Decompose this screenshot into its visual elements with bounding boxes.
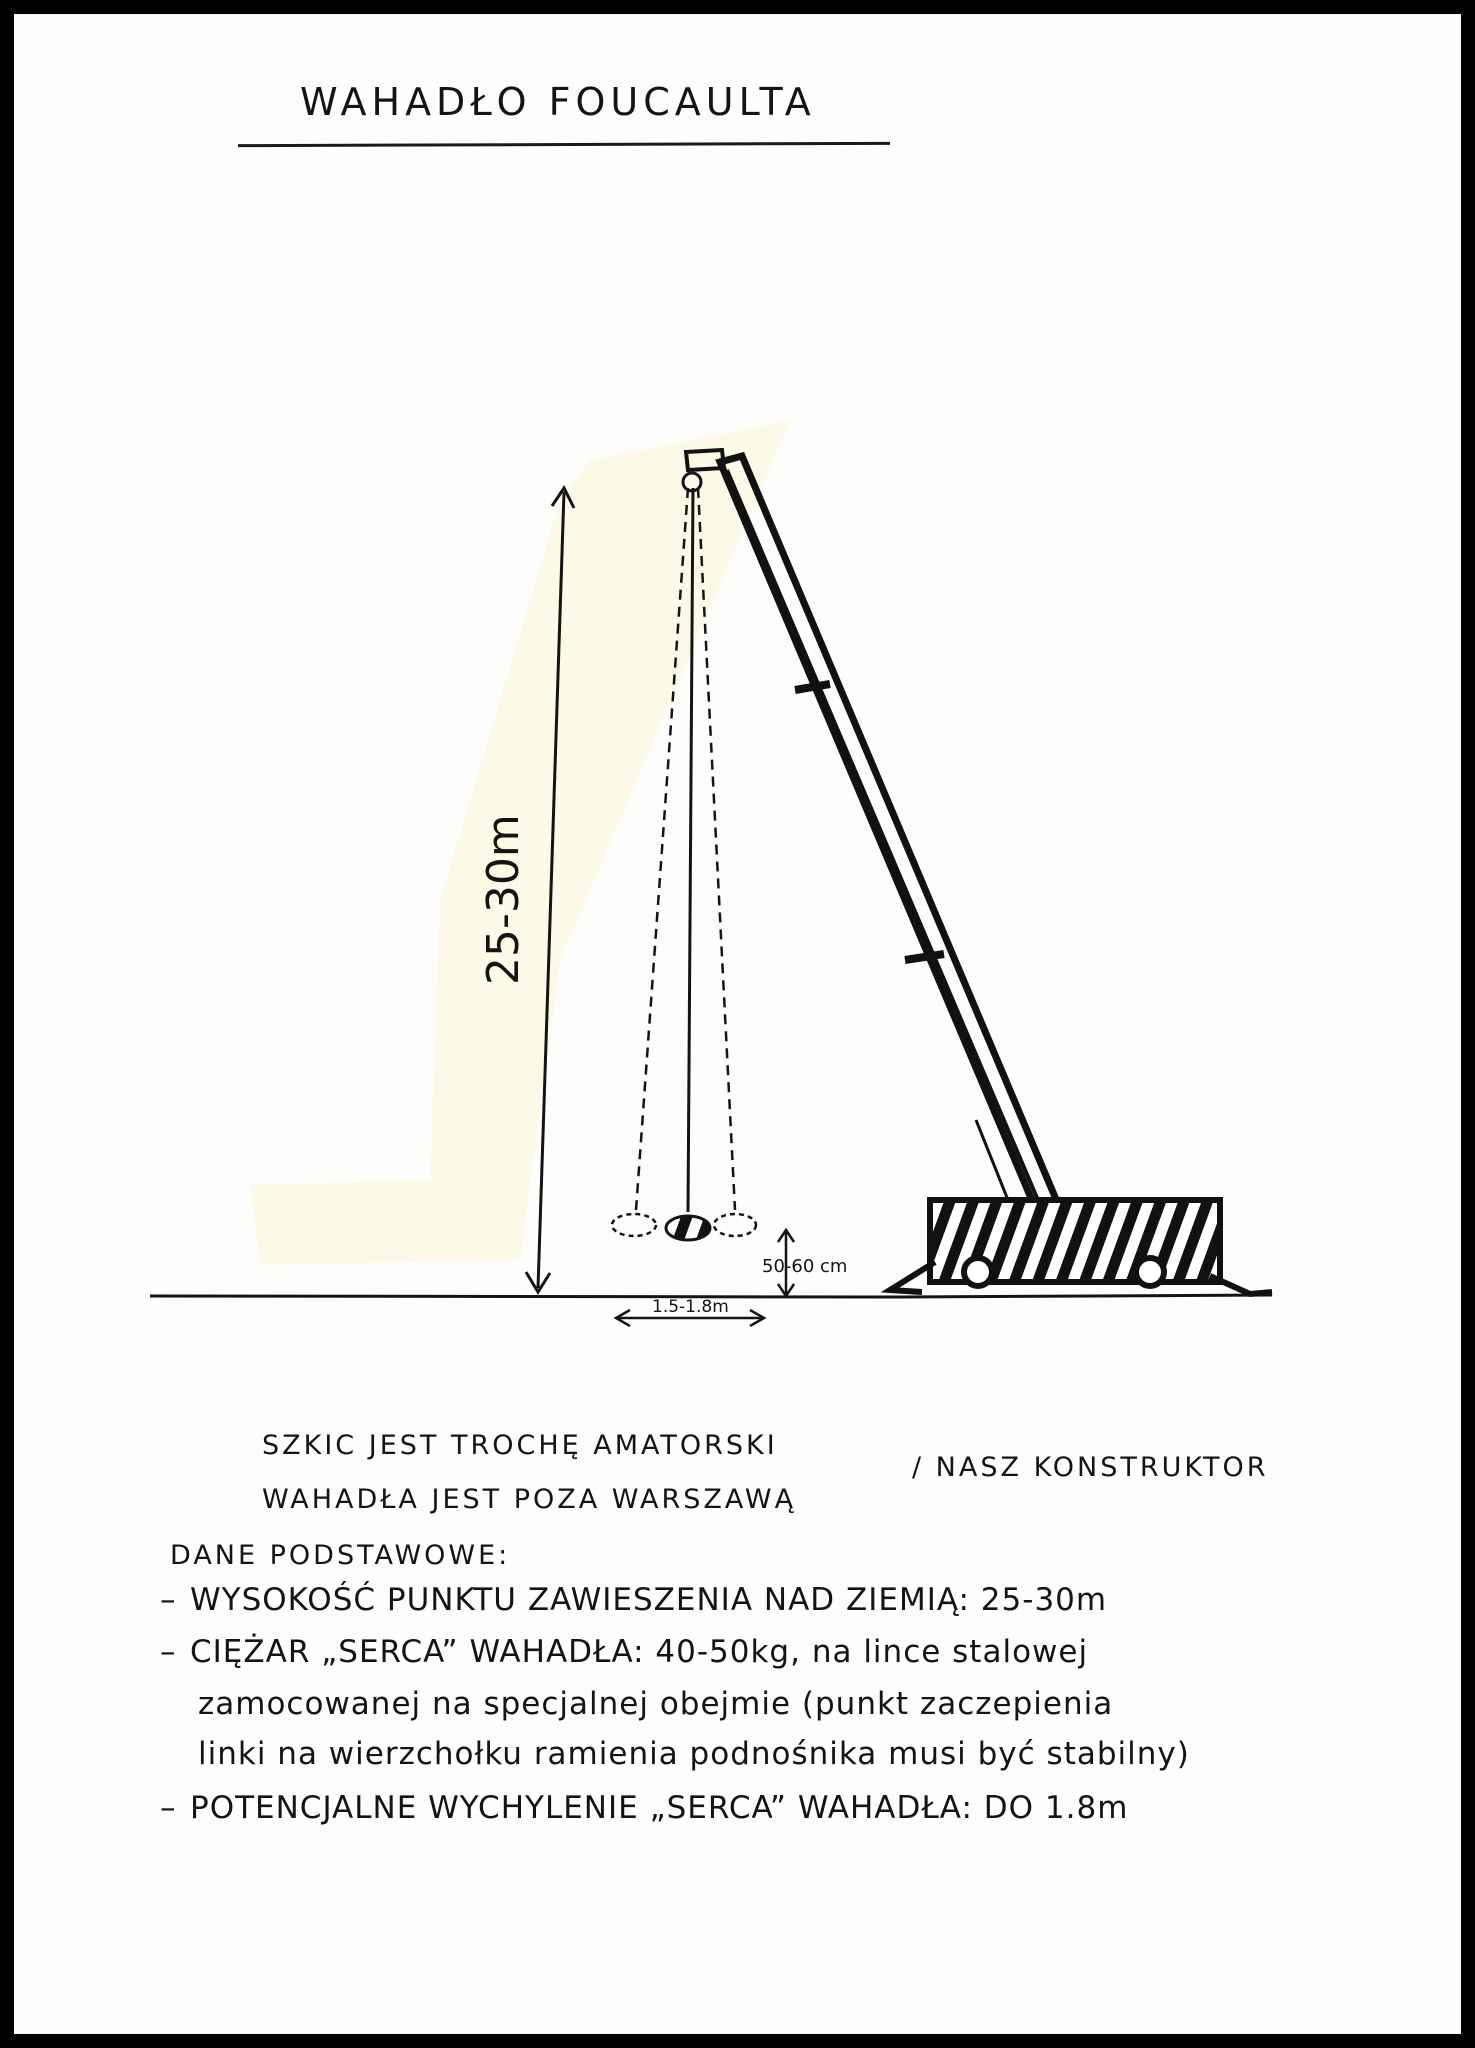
dane-heading: DANE PODSTAWOWE:: [170, 1540, 511, 1571]
pendulum-bob-right: [714, 1214, 756, 1236]
height-label: 25-30m: [478, 814, 529, 985]
bullet: –: [160, 1634, 177, 1670]
dane-item-height: [160, 1582, 1107, 1618]
crane-chassis: [890, 1200, 1272, 1294]
note-line-1: SZKIC JEST TROCHĘ AMATORSKI: [262, 1430, 778, 1461]
pendulum-wire-right-dashed: [698, 488, 735, 1210]
crane-boom: [720, 456, 1058, 1210]
bullet: –: [160, 1790, 177, 1826]
swing-label: 1.5-1.8m: [652, 1297, 729, 1317]
page-title: WAHADŁO FOUCAULTA: [300, 80, 816, 124]
crane-wheel-front: [964, 1258, 992, 1286]
pendulum-bob-center: [666, 1216, 710, 1240]
dane-item-weight: [160, 1634, 1088, 1670]
dane-item-swing: [160, 1790, 1128, 1826]
crane-wheel-rear: [1136, 1258, 1164, 1286]
dane-item-weight-text: CIĘŻAR „SERCA” WAHADŁA: 40-50kg, na lince stalowej: [190, 1634, 1089, 1670]
dane-item-weight-cont-2: linki na wierzchołku ramienia podnośnika musi być stabilny): [198, 1736, 1190, 1772]
note-aside: / NASZ KONSTRUKTOR: [912, 1452, 1269, 1483]
offset-label: 50-60 cm: [762, 1256, 848, 1277]
note-line-2: WAHADŁA JEST POZA WARSZAWĄ: [262, 1484, 797, 1515]
pendulum-bob-left: [612, 1214, 656, 1236]
dane-item-swing-text: POTENCJALNE WYCHYLENIE „SERCA” WAHADŁA: DO 1.8m: [190, 1790, 1129, 1826]
dane-item-weight-cont-1: zamocowanej na specjalnej obejmie (punkt zaczepienia: [198, 1686, 1114, 1722]
bullet: –: [160, 1582, 177, 1618]
dane-item-height-text: WYSOKOŚĆ PUNKTU ZAWIESZENIA NAD ZIEMIĄ: 25-30m: [190, 1582, 1108, 1618]
